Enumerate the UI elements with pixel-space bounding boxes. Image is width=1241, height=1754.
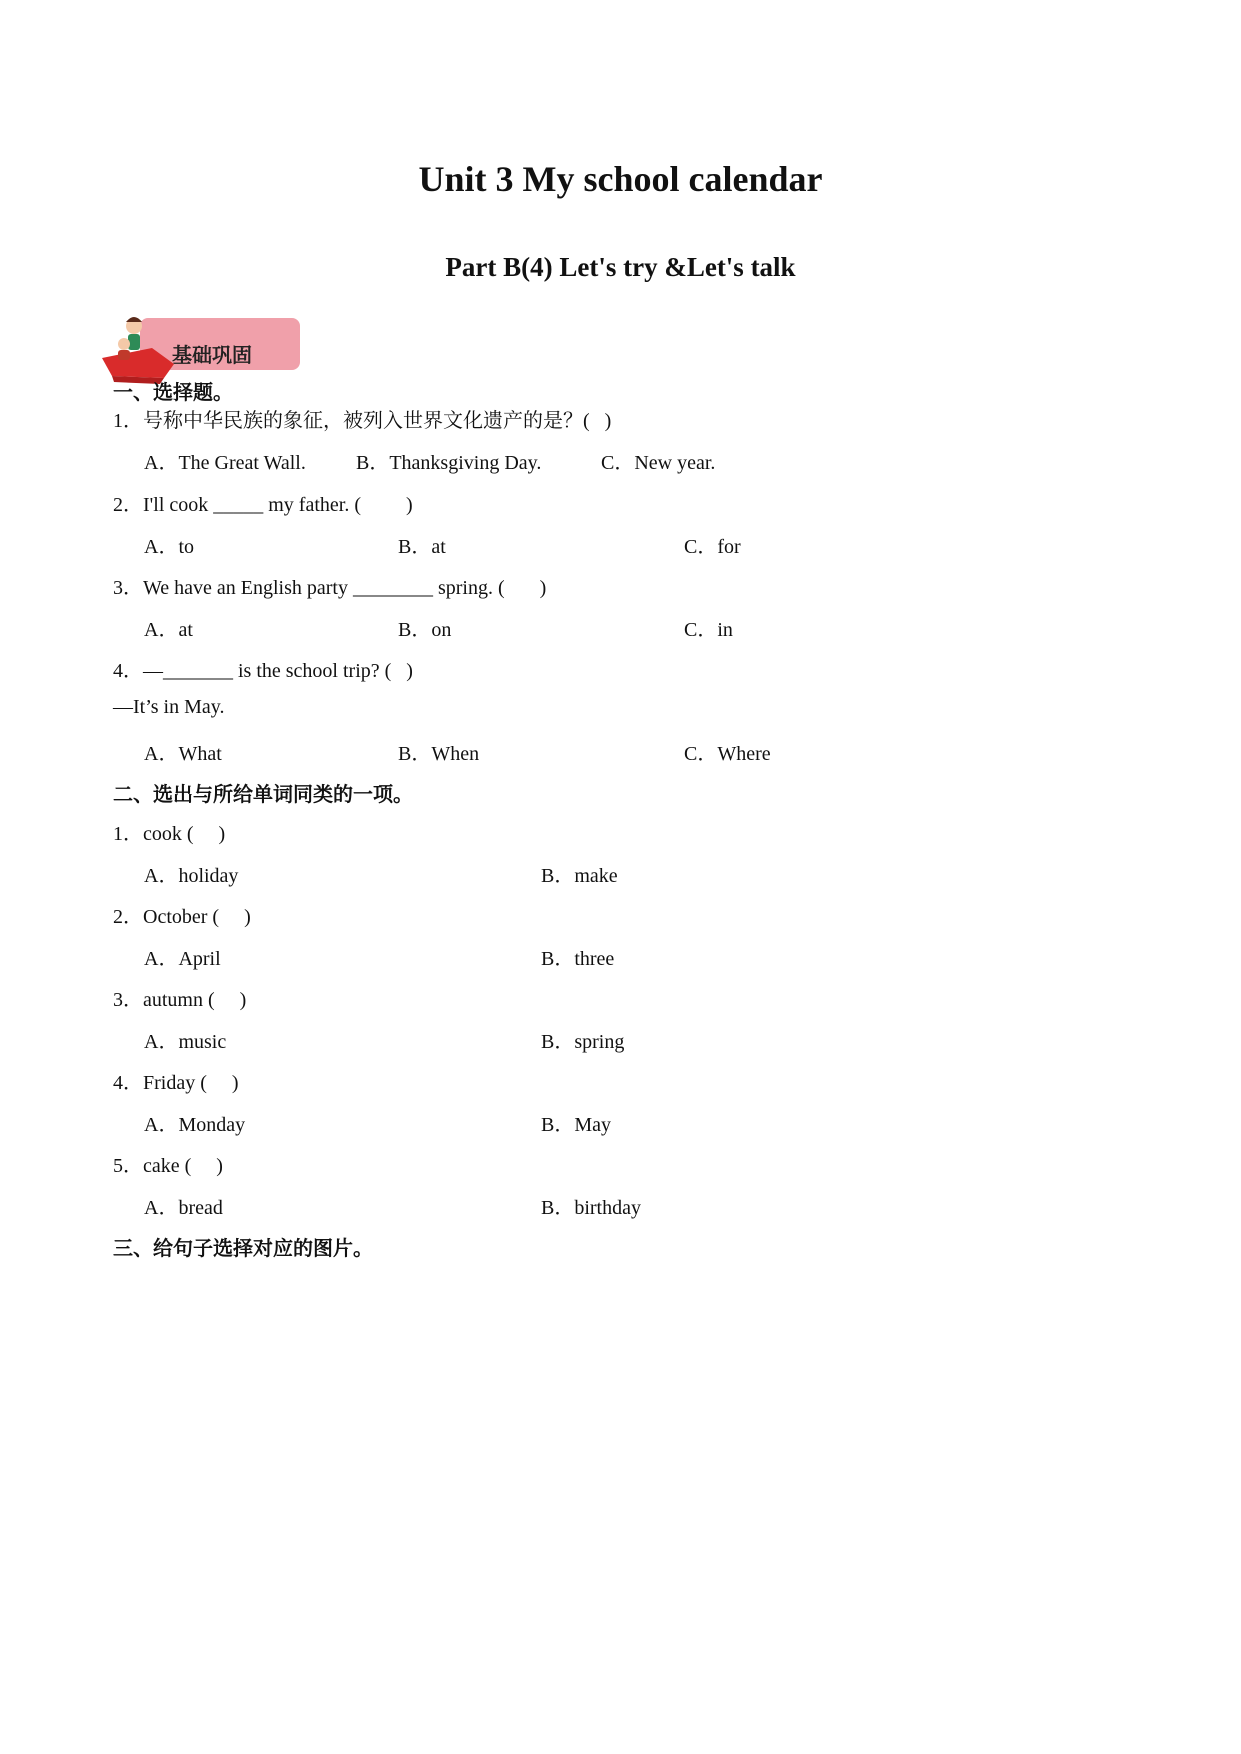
page-subtitle: Part B(4) Let's try &Let's talk	[445, 252, 796, 282]
option-c: C．Where	[684, 743, 771, 765]
page-title: Unit 3 My school calendar	[418, 159, 823, 199]
option-b: B．spring	[541, 1031, 625, 1053]
section-title-multiple-choice: 一、选择题。	[113, 380, 233, 404]
option-b: B．When	[398, 743, 480, 765]
question-stem: 3．We have an English party ________ spring. ( )	[113, 577, 547, 599]
option-a: A．April	[144, 948, 221, 970]
question-stem: 2．I'll cook _____ my father. ( )	[113, 494, 413, 516]
option-b: B．May	[541, 1114, 611, 1136]
section-title-word-category: 二、选出与所给单词同类的一项。	[113, 782, 413, 806]
option-b: B．Thanksgiving Day.	[356, 452, 542, 474]
option-c: C．for	[684, 536, 741, 558]
section-title-picture-match: 三、给句子选择对应的图片。	[113, 1236, 373, 1260]
option-a: A．The Great Wall.	[144, 452, 306, 474]
option-b: B．make	[541, 865, 618, 887]
option-a: A．Monday	[144, 1114, 246, 1136]
option-a: A．bread	[144, 1197, 223, 1219]
option-a: A．holiday	[144, 865, 239, 887]
question-stem: 3．autumn ( )	[113, 989, 247, 1011]
option-a: A．What	[144, 743, 222, 765]
option-b: B．birthday	[541, 1197, 641, 1219]
option-a: A．music	[144, 1031, 227, 1053]
option-a: A．at	[144, 619, 193, 641]
option-a: A．to	[144, 536, 194, 558]
banner-label: 基础巩固	[172, 343, 252, 367]
question-stem: 1．号称中华民族的象征，被列入世界文化遗产的是？( )	[113, 410, 612, 432]
option-b: B．at	[398, 536, 446, 558]
option-b: B．three	[541, 948, 615, 970]
option-c: C．New year.	[601, 452, 716, 474]
question-stem: 1．cook ( )	[113, 823, 226, 845]
option-c: C．in	[684, 619, 733, 641]
question-stem: 4．—_______ is the school trip? ( )	[113, 660, 413, 682]
question-stem: 5．cake ( )	[113, 1155, 223, 1177]
question-stem: 4．Friday ( )	[113, 1072, 239, 1094]
question-answer-line: —It’s in May.	[113, 696, 225, 718]
question-stem: 2．October ( )	[113, 906, 251, 928]
option-b: B．on	[398, 619, 452, 641]
